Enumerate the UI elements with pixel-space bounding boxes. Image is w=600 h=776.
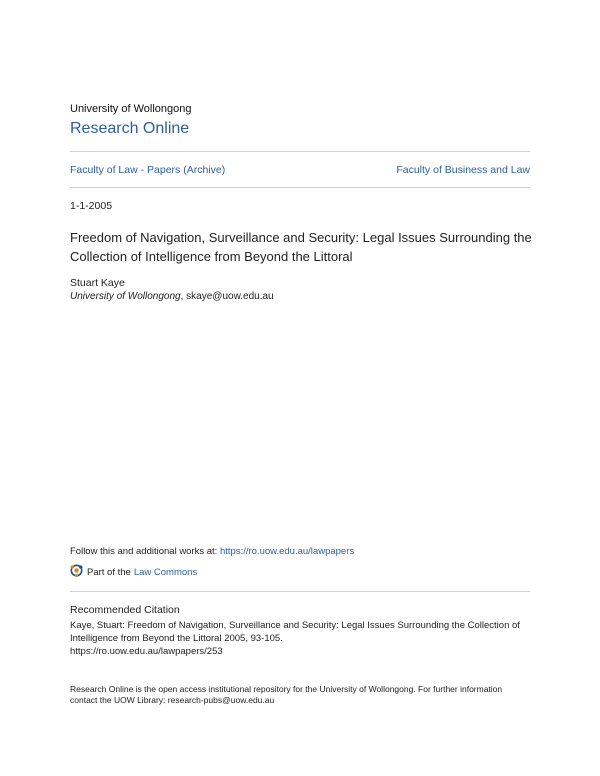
- author-email: skaye@uow.edu.au: [186, 291, 274, 302]
- citation-body: [70, 619, 540, 658]
- law-commons-link[interactable]: Law Commons: [133, 566, 198, 578]
- follow-line: [70, 546, 354, 557]
- citation-line: Kaye, Stuart: Freedom of Navigation, Surveillance and Security: Legal Issues Surrounding the Collection of: [70, 620, 520, 631]
- citation-heading: Recommended Citation: [70, 604, 180, 616]
- commons-network-icon: [70, 564, 87, 580]
- affiliation-separator: ,: [180, 291, 187, 302]
- part-of-line: [70, 564, 197, 580]
- part-of-prefix: Part of the: [87, 566, 131, 578]
- citation-url: https://ro.uow.edu.au/lawpapers/253: [70, 646, 223, 657]
- series-divider: [70, 187, 530, 188]
- citation-line: Intelligence from Beyond the Littoral 2005, 93-105.: [70, 633, 283, 644]
- header-divider: [70, 151, 530, 152]
- series-link-business-law[interactable]: Faculty of Business and Law: [396, 164, 530, 176]
- author-name: Stuart Kaye: [70, 277, 125, 289]
- publication-date: 1-1-2005: [70, 200, 113, 212]
- series-link-law-papers[interactable]: Faculty of Law - Papers (Archive): [70, 164, 226, 176]
- author-affiliation: [70, 291, 274, 302]
- institution-name: University of Wollongong: [70, 103, 192, 115]
- repository-link[interactable]: Research Online: [70, 120, 190, 137]
- citation-divider: [70, 591, 530, 592]
- affiliation-institution: University of Wollongong: [70, 291, 181, 302]
- repository-footer: [70, 684, 540, 706]
- footer-line: Research Online is the open access institutional repository for the University of Wollongong. For further information: [70, 684, 503, 694]
- paper-title: Freedom of Navigation, Surveillance and Security: Legal Issues Surrounding the Collection of Intelligence from Beyond the Littoral: [70, 230, 532, 264]
- collection-url-link[interactable]: https://ro.uow.edu.au/lawpapers: [219, 546, 355, 557]
- follow-prefix: Follow this and additional works at:: [70, 546, 220, 557]
- footer-line: contact the UOW Library: research-pubs@uow.edu.au: [70, 695, 275, 705]
